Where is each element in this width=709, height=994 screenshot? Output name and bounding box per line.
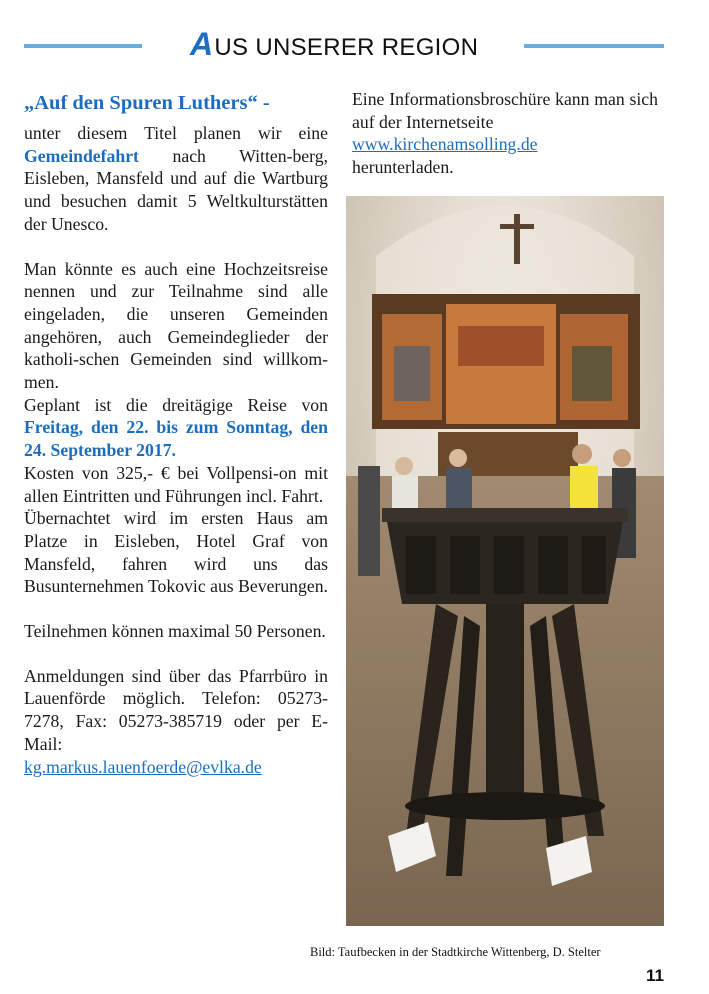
heading-text: US UNSERER REGION — [214, 34, 479, 61]
page-number: 11 — [646, 966, 664, 985]
header-rule-right — [524, 44, 664, 48]
paragraph-registration — [24, 665, 328, 779]
email-link[interactable]: kg.markus.lauenfoerde@evlka.de — [24, 756, 262, 777]
paragraph-costs: Kosten von 325,- € bei Vollpensi-on mit allen Eintritten und Führungen incl. Fahrt. — [24, 462, 328, 506]
highlight-dates: Freitag, den 22. bis zum Sonntag, den 24. September 2017. — [24, 417, 328, 461]
heading-initial: A — [190, 26, 214, 62]
article-right-column — [352, 88, 658, 179]
photo-caption: Bild: Taufbecken in der Stadtkirche Wittenberg, D. Stelter — [310, 945, 601, 959]
paragraph-hotel: Übernachtet wird im ersten Haus am Platze in Eisleben, Hotel Graf von Mansfeld, fahren wird uns das Busunternehmen Tokovic aus Beverungen. — [24, 508, 328, 597]
brochure-text-end: herunterladen. — [352, 157, 454, 178]
section-heading — [190, 26, 500, 63]
header-rule-left — [24, 44, 142, 48]
paragraph-dates — [24, 394, 328, 462]
intro-text-cont: nach Witten-berg, Eisleben, Mansfeld und auf die Wartburg und besuchen damit 5 Weltkulturstätten der Unesco. — [24, 145, 328, 234]
photo-illustration — [346, 196, 664, 926]
registration-text: Anmeldungen sind über das Pfarrbüro in Lauenförde möglich. Telefon: 05273-7278, Fax: 05273-385719 oder per E-Mail: — [24, 665, 328, 754]
article-left-column — [24, 90, 328, 778]
dates-text: Geplant ist die dreitägige Reise von — [24, 394, 328, 415]
paragraph-capacity: Teilnehmen können maximal 50 Personen. — [24, 621, 326, 642]
paragraph-intro — [24, 122, 328, 236]
paragraph-brochure — [352, 88, 658, 179]
brochure-text: Eine Informationsbroschüre kann man sich auf der Internetseite — [352, 89, 658, 132]
church-photo — [346, 196, 664, 926]
intro-text: unter diesem Titel planen wir eine — [24, 123, 328, 143]
paragraph-invitation: Man könnte es auch eine Hochzeitsreise nennen und zur Teilnahme sind alle eingeladen, die unseren Gemeinden angehören, auch Gemeindeglieder der katholi-schen Gemeinden sind willkom-men. — [24, 258, 328, 393]
website-link[interactable]: www.kirchenamsolling.de — [352, 134, 538, 155]
article-title: „Auf den Spuren Luthers“ - — [24, 92, 270, 114]
highlight-gemeindefahrt: Gemeindefahrt — [24, 145, 139, 166]
